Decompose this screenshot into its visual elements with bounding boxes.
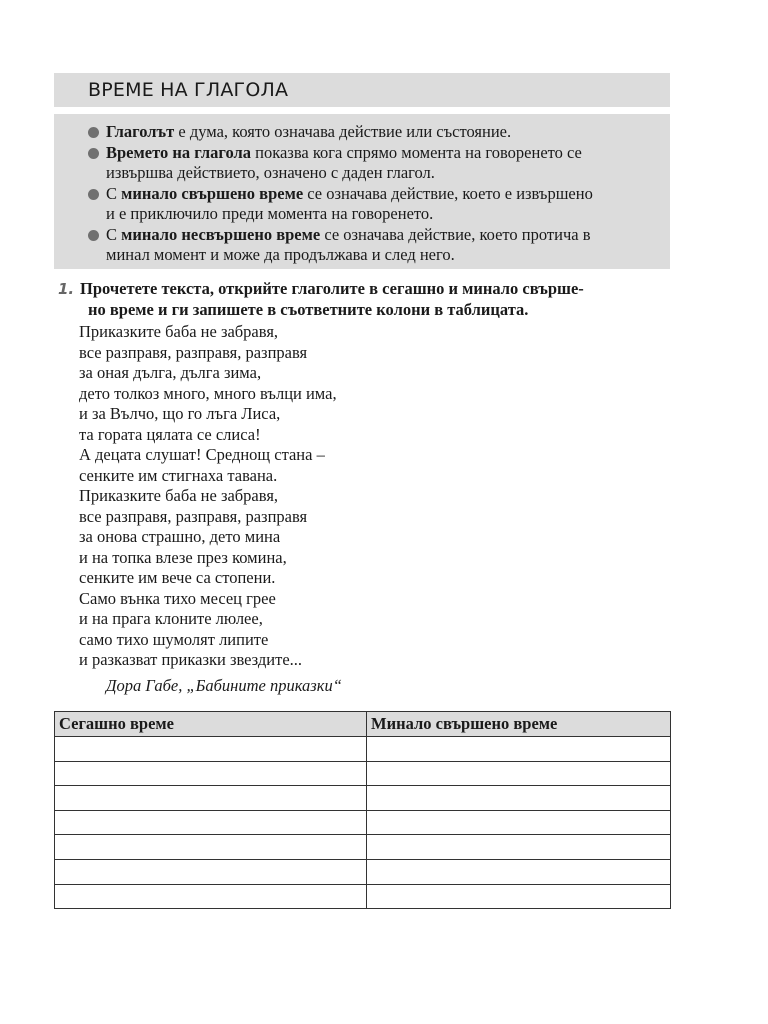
poem-line: сенките им стигнаха тавана. xyxy=(79,465,278,485)
rule-text: се означава действие, което протича в xyxy=(320,224,591,244)
table-row xyxy=(55,835,671,860)
table-row xyxy=(55,761,671,786)
poem-line: и на прага клоните люлее, xyxy=(79,609,263,628)
answer-cell-present[interactable] xyxy=(55,835,367,860)
exercise-task-line: но време и ги запишете в съответните колони в таблицата. xyxy=(88,299,529,319)
answer-cell-past[interactable] xyxy=(367,737,671,762)
answer-cell-present[interactable] xyxy=(55,859,367,884)
poem-line: и на топка влезе през комина, xyxy=(79,547,287,567)
poem-line: А децата слушат! Среднощ стана – xyxy=(79,445,325,464)
column-header-present: Сегашно време xyxy=(55,712,367,737)
bullet-icon xyxy=(88,230,99,241)
table-row xyxy=(55,786,671,811)
table-row xyxy=(55,884,671,909)
rule-text: извършва действието, означено с даден глагол. xyxy=(106,163,435,182)
rule-term: Времето на глагола xyxy=(106,142,251,162)
rule-term: минало свършено време xyxy=(121,183,304,203)
answer-table xyxy=(54,711,671,909)
answer-cell-past[interactable] xyxy=(367,859,671,884)
table-row xyxy=(55,737,671,762)
poem-line: само тихо шумолят липите xyxy=(79,629,269,649)
answer-cell-past[interactable] xyxy=(367,786,671,811)
poem-line: Само вънка тихо месец грее xyxy=(79,588,276,608)
answer-cell-past[interactable] xyxy=(367,835,671,860)
poem-line: дето толкоз много, много вълци има, xyxy=(79,383,337,403)
answer-cell-past[interactable] xyxy=(367,884,671,909)
rule-text: е дума, която означава действие или състояние. xyxy=(174,122,512,141)
poem-line: та гората цялата се слиса! xyxy=(79,424,261,444)
bullet-icon xyxy=(88,127,99,138)
answer-cell-past[interactable] xyxy=(367,761,671,786)
exercise-number: 1. xyxy=(58,280,75,298)
exercise xyxy=(58,279,678,320)
answer-cell-present[interactable] xyxy=(55,884,367,909)
rule-text: се означава действие, което е извършено xyxy=(303,183,593,203)
answer-cell-present[interactable] xyxy=(55,761,367,786)
rule-prefix: С xyxy=(106,224,122,244)
rule-text: показва кога спрямо момента на говоренето се xyxy=(251,142,582,162)
poem-line: Приказките баба не забравя, xyxy=(79,322,279,341)
table-row xyxy=(55,859,671,884)
answer-cell-present[interactable] xyxy=(55,737,367,762)
poem-line: и разказват приказки звездите... xyxy=(79,650,303,669)
rule-term: Глаголът xyxy=(106,122,175,141)
table-header-row xyxy=(55,712,671,737)
poem xyxy=(79,322,337,671)
section-title: ВРЕМЕ НА ГЛАГОЛА xyxy=(54,73,670,107)
bullet-icon xyxy=(88,148,99,159)
exercise-task-line: Прочетете текста, открийте глаголите в сегашно и минало свърше- xyxy=(80,279,584,298)
poem-attribution: Дора Габе, „Бабините приказки“ xyxy=(106,676,342,695)
rule-item xyxy=(88,184,662,225)
answer-cell-past[interactable] xyxy=(367,810,671,835)
column-header-past: Минало свършено време xyxy=(367,712,671,737)
rule-item xyxy=(88,225,662,266)
poem-line: все разправя, разправя, разправя xyxy=(79,342,308,362)
answer-table-body xyxy=(55,737,671,909)
rule-prefix: С xyxy=(106,183,122,203)
poem-line: все разправя, разправя, разправя xyxy=(79,506,308,526)
rules-box xyxy=(54,114,670,269)
rule-item xyxy=(88,122,662,143)
bullet-icon xyxy=(88,189,99,200)
rule-item xyxy=(88,143,662,184)
exercise-task xyxy=(80,279,678,320)
poem-line: за онова страшно, дето мина xyxy=(79,527,281,546)
answer-cell-present[interactable] xyxy=(55,786,367,811)
answer-cell-present[interactable] xyxy=(55,810,367,835)
poem-line: сенките им вече са стопени. xyxy=(79,568,276,587)
poem-line: Приказките баба не забравя, xyxy=(79,486,279,505)
rule-term: минало несвършено време xyxy=(121,224,321,244)
table-row xyxy=(55,810,671,835)
rule-text: минал момент и може да продължава и след него. xyxy=(106,245,455,264)
poem-line: за оная дълга, дълга зима, xyxy=(79,363,262,382)
rule-text: и е приключило преди момента на говоренето. xyxy=(106,204,434,223)
poem-line: и за Вълчо, що го лъга Лиса, xyxy=(79,404,281,423)
